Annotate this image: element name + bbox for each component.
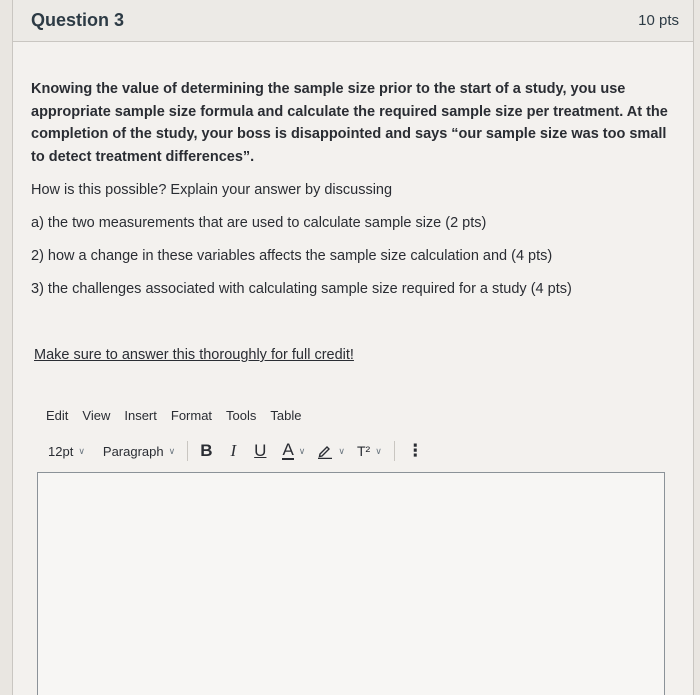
- italic-button[interactable]: I: [230, 441, 237, 460]
- question-line-3: 2) how a change in these variables affects the sample size calculation and (4 pts): [31, 248, 553, 264]
- editor-menubar: [46, 408, 301, 423]
- question-line-2: a) the two measurements that are used to calculate sample size (2 pts): [31, 215, 487, 231]
- underline-button[interactable]: U: [254, 441, 267, 460]
- superscript-icon: T²: [356, 443, 371, 459]
- more-options-icon[interactable]: ⋮: [406, 441, 424, 460]
- font-size-value: 12pt: [48, 443, 74, 459]
- question-header: [13, 0, 693, 42]
- question-card: [12, 0, 694, 695]
- chevron-down-icon: ∨: [375, 445, 382, 456]
- question-paragraph: Knowing the value of determining the sample size prior to the start of a study, you use appropriate sample size formula and calculate the required sample size per treatment. At the completion of the study, your boss is disappointed and says “our sample size was too small to detect treatment differences”.: [31, 81, 668, 165]
- highlighter-icon: [317, 443, 333, 459]
- chevron-down-icon: ∨: [78, 445, 85, 456]
- question-line-4: 3) the challenges associated with calculating sample size required for a study (4 pts): [31, 281, 572, 297]
- block-format-value: Paragraph: [102, 443, 164, 459]
- highlight-button[interactable]: [317, 443, 345, 459]
- menu-edit[interactable]: Edit: [46, 408, 69, 423]
- answer-text-area[interactable]: [37, 472, 665, 695]
- editor-toolbar: [48, 440, 424, 462]
- text-color-button[interactable]: [282, 442, 305, 460]
- menu-insert[interactable]: Insert: [124, 408, 157, 423]
- chevron-down-icon: ∨: [338, 445, 345, 456]
- toolbar-separator: [187, 441, 188, 461]
- font-size-select[interactable]: [48, 444, 85, 459]
- credit-note: Make sure to answer this thoroughly for full credit!: [34, 347, 354, 363]
- toolbar-separator: [394, 441, 395, 461]
- question-title: Question 3: [31, 10, 125, 30]
- menu-view[interactable]: View: [82, 408, 111, 423]
- chevron-down-icon: ∨: [168, 445, 176, 456]
- bold-button[interactable]: B: [200, 441, 213, 460]
- question-line-1: How is this possible? Explain your answer by discussing: [31, 182, 393, 198]
- question-body: [13, 42, 693, 364]
- block-format-select[interactable]: [103, 444, 175, 459]
- question-points: 10 pts: [638, 12, 679, 29]
- menu-table[interactable]: Table: [270, 408, 302, 423]
- menu-tools[interactable]: Tools: [226, 408, 257, 423]
- text-color-icon: A: [282, 440, 294, 459]
- chevron-down-icon: ∨: [298, 445, 306, 456]
- superscript-button[interactable]: [357, 443, 382, 459]
- menu-format[interactable]: Format: [170, 408, 213, 423]
